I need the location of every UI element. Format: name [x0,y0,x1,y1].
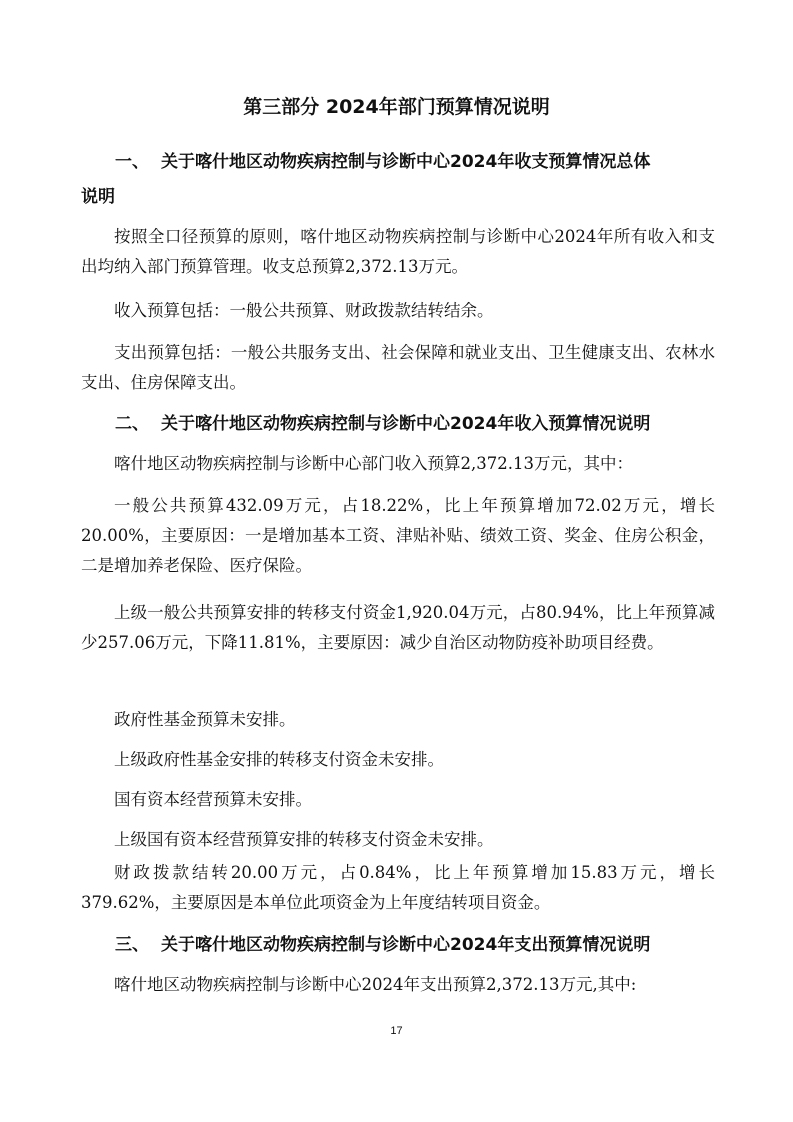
section-1-heading [81,147,715,177]
paragraph: 上级一般公共预算安排的转移支付资金1,920.04万元，占80.94%，比上年预算减少257.06万元，下降11.81%，主要原因：减少自治区动物防疫补助项目经费。 [81,603,715,652]
section-3-number: 三、 [115,935,149,955]
section-2-number: 二、 [115,414,149,434]
section-2-heading-text: 关于喀什地区动物疾病控制与诊断中心2024年收入预算情况说明 [161,414,651,434]
section-3-heading [81,930,715,960]
paragraph: 支出预算包括：一般公共服务支出、社会保障和就业支出、卫生健康支出、农林水支出、住房保障支出。 [81,343,715,392]
paragraph: 上级国有资本经营预算安排的转移支付资金未安排。 [114,830,494,849]
paragraph: 财政拨款结转20.00万元，占0.84%，比上年预算增加15.83万元，增长379.62%，主要原因是本单位此项资金为上年度结转项目资金。 [81,863,715,912]
page-number: 17 [390,1025,403,1037]
paragraph: 政府性基金预算未安排。 [114,710,296,729]
section-1-number: 一、 [115,152,149,172]
section-2-heading [81,409,715,439]
section-1-heading-continued [81,182,715,212]
section-1-heading-line1: 关于喀什地区动物疾病控制与诊断中心2024年收支预算情况总体 [161,152,651,172]
paragraph: 上级政府性基金安排的转移支付资金未安排。 [114,750,444,769]
section-3-heading-text: 关于喀什地区动物疾病控制与诊断中心2024年支出预算情况说明 [161,935,651,955]
paragraph: 按照全口径预算的原则，喀什地区动物疾病控制与诊断中心2024年所有收入和支出均纳入部门预算管理。收支总预算2,372.13万元。 [81,227,715,276]
paragraph: 喀什地区动物疾病控制与诊断中心2024年支出预算2,372.13万元,其中: [114,975,637,994]
paragraph: 国有资本经营预算未安排。 [114,790,312,809]
paragraph: 一般公共预算432.09万元，占18.22%，比上年预算增加72.02万元，增长20.00%，主要原因：一是增加基本工资、津贴补贴、绩效工资、奖金、住房公积金，二是增加养老保险、医疗保险。 [81,496,715,575]
section-1-heading-line2: 说明 [81,187,115,207]
page-title: 第三部分 2024年部门预算情况说明 [243,96,550,118]
paragraph: 喀什地区动物疾病控制与诊断中心部门收入预算2,372.13万元，其中： [114,454,633,473]
paragraph: 收入预算包括：一般公共预算、财政拨款结转结余。 [114,301,494,320]
